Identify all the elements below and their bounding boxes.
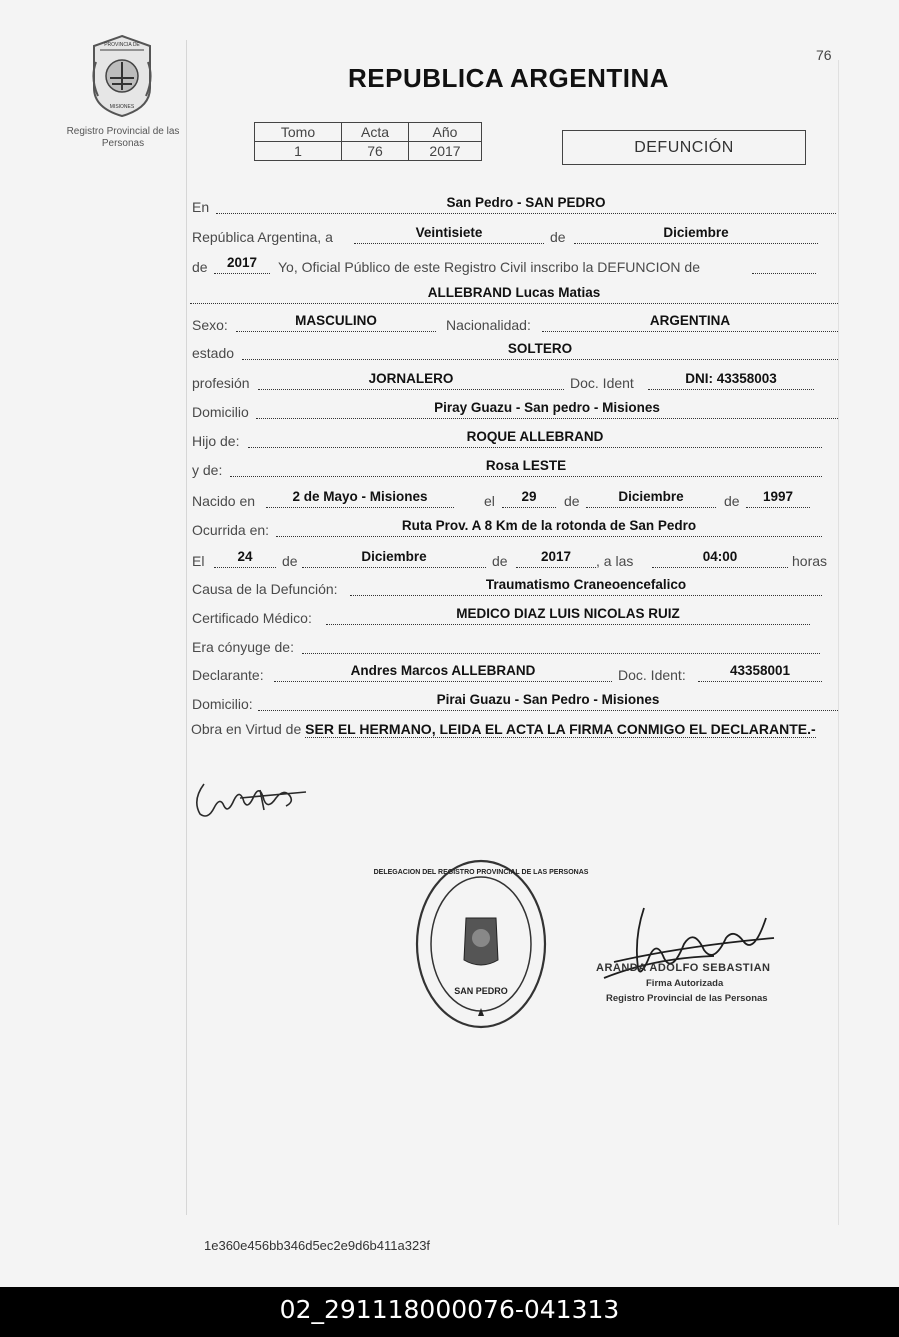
label-el2: El (192, 553, 205, 569)
crest-top-text: PROVINCIA DE (104, 42, 140, 48)
page-number: 76 (816, 47, 832, 63)
value-obra: SER EL HERMANO, LEIDA EL ACTA LA FIRMA CONMIGO EL DECLARANTE.- (305, 721, 816, 737)
value-nombre: ALLEBRAND Lucas Matias (190, 283, 838, 304)
row-yde (190, 457, 840, 481)
row-anio (190, 254, 840, 278)
document-type-box: DEFUNCIÓN (562, 130, 806, 165)
signer-role: Firma Autorizada (646, 978, 724, 989)
value-conyuge (302, 633, 820, 654)
label-doc: Doc. Ident (570, 375, 634, 391)
reference-table (254, 122, 482, 161)
row-sexo (190, 312, 840, 336)
row-decl-domicilio (190, 691, 840, 715)
value-dia: Veintisiete (354, 223, 544, 244)
seal-ring-text: DELEGACION DEL REGISTRO PROVINCIAL DE LAS PERSONAS (373, 869, 589, 876)
row-conyuge (190, 634, 840, 658)
label-def-de2: de (492, 553, 508, 569)
label-ocurrida: Ocurrida en: (192, 522, 270, 538)
label-de-mes: de (550, 229, 566, 245)
official-signature-icon (190, 770, 320, 825)
label-horas: horas (792, 553, 828, 569)
obra-paragraph (191, 720, 839, 738)
row-ocurrida (190, 517, 840, 541)
row-causa (190, 576, 840, 600)
signer-org: Registro Provincial de las Personas (606, 993, 768, 1004)
label-nac-de: de (564, 493, 580, 509)
reference-header-row (255, 123, 482, 142)
value-def-anio: 2017 (516, 547, 596, 568)
label-domicilio: Domicilio (192, 404, 249, 420)
label-decl-doc: Doc. Ident: (618, 667, 686, 683)
label-en: En (192, 199, 210, 215)
label-el: el (484, 493, 495, 509)
value-tomo: 1 (255, 142, 342, 161)
left-margin-line (186, 40, 187, 1215)
label-declarante: Declarante: (192, 667, 264, 683)
value-nac-dia: 29 (502, 487, 556, 508)
value-mes: Diciembre (574, 223, 818, 244)
province-crest-icon (86, 32, 158, 118)
label-nac-de2: de (724, 493, 740, 509)
row-nacido (190, 488, 840, 512)
page-title: REPUBLICA ARGENTINA (348, 63, 670, 93)
value-domicilio: Piray Guazu - San pedro - Misiones (256, 398, 838, 419)
label-conyuge: Era cónyuge de: (192, 639, 294, 655)
label-profesion: profesión (192, 375, 250, 391)
label-de-anio: de (192, 259, 208, 275)
authorized-signature-icon (594, 898, 794, 1008)
value-declarante: Andres Marcos ALLEBRAND (274, 661, 612, 682)
label-sexo: Sexo: (192, 317, 228, 333)
value-nacido-lugar: 2 de Mayo - Misiones (266, 487, 454, 508)
label-yde: y de: (192, 462, 223, 478)
label-decl-domicilio: Domicilio: (192, 696, 253, 712)
value-decl-domicilio: Pirai Guazu - San Pedro - Misiones (258, 690, 838, 711)
row-declarante (190, 662, 840, 686)
header-acta: Acta (342, 123, 409, 142)
label-nacido: Nacido en (192, 493, 256, 509)
value-profesion: JORNALERO (258, 369, 564, 390)
row-nombre (190, 284, 840, 308)
row-en (190, 194, 840, 218)
row-hijo (190, 428, 840, 452)
row-profesion (190, 370, 840, 394)
crest-caption: Registro Provincial de las Personas (66, 126, 180, 149)
value-nacionalidad: ARGENTINA (542, 311, 838, 332)
value-hijo: ROQUE ALLEBRAND (248, 427, 822, 448)
label-obra: Obra en Virtud de (191, 721, 302, 737)
header-tomo: Tomo (255, 123, 342, 142)
seal-city-text: SAN PEDRO (454, 986, 508, 996)
value-decl-doc: 43358001 (698, 661, 822, 682)
row-estado (190, 340, 840, 364)
row-domicilio (190, 399, 840, 423)
value-certificado: MEDICO DIAZ LUIS NICOLAS RUIZ (326, 604, 810, 625)
value-en: San Pedro - SAN PEDRO (216, 193, 836, 214)
header-anio: Año (409, 123, 482, 142)
label-causa: Causa de la Defunción: (192, 581, 338, 597)
label-republica: República Argentina, a (192, 229, 333, 245)
label-nacionalidad: Nacionalidad: (446, 317, 531, 333)
value-nac-mes: Diciembre (586, 487, 716, 508)
value-anio: 2017 (214, 253, 270, 274)
label-hijo: Hijo de: (192, 433, 240, 449)
registry-seal-icon (373, 858, 589, 1030)
value-ocurrida: Ruta Prov. A 8 Km de la rotonda de San Pedro (276, 516, 822, 537)
row-fecha (190, 224, 840, 248)
value-yde: Rosa LESTE (230, 456, 822, 477)
value-acta: 76 (342, 142, 409, 161)
value-oficial-blank (752, 253, 816, 274)
footer-code-bar: 02_291118000076-041313 (0, 1287, 899, 1337)
document-hash: 1e360e456bb346d5ec2e9d6b411a323f (204, 1238, 431, 1253)
label-estado: estado (192, 345, 235, 361)
signer-name: ARANDA ADOLFO SEBASTIAN (596, 962, 771, 974)
value-def-dia: 24 (214, 547, 276, 568)
value-anio: 2017 (409, 142, 482, 161)
value-sexo: MASCULINO (236, 311, 436, 332)
label-def-de: de (282, 553, 298, 569)
value-doc: DNI: 43358003 (648, 369, 814, 390)
row-certificado (190, 605, 840, 629)
value-def-mes: Diciembre (302, 547, 486, 568)
value-estado: SOLTERO (242, 339, 838, 360)
crest-bottom-text: MISIONES (109, 104, 135, 110)
label-oficial: Yo, Oficial Público de este Registro Civil inscribo la DEFUNCION de (278, 259, 700, 275)
value-nac-anio: 1997 (746, 487, 810, 508)
value-causa: Traumatismo Craneoencefalico (350, 575, 822, 596)
label-alas: , a las (596, 553, 634, 569)
value-def-hora: 04:00 (652, 547, 788, 568)
reference-value-row (255, 142, 482, 161)
label-certificado: Certificado Médico: (192, 610, 312, 626)
row-defuncion-fecha (190, 548, 840, 572)
